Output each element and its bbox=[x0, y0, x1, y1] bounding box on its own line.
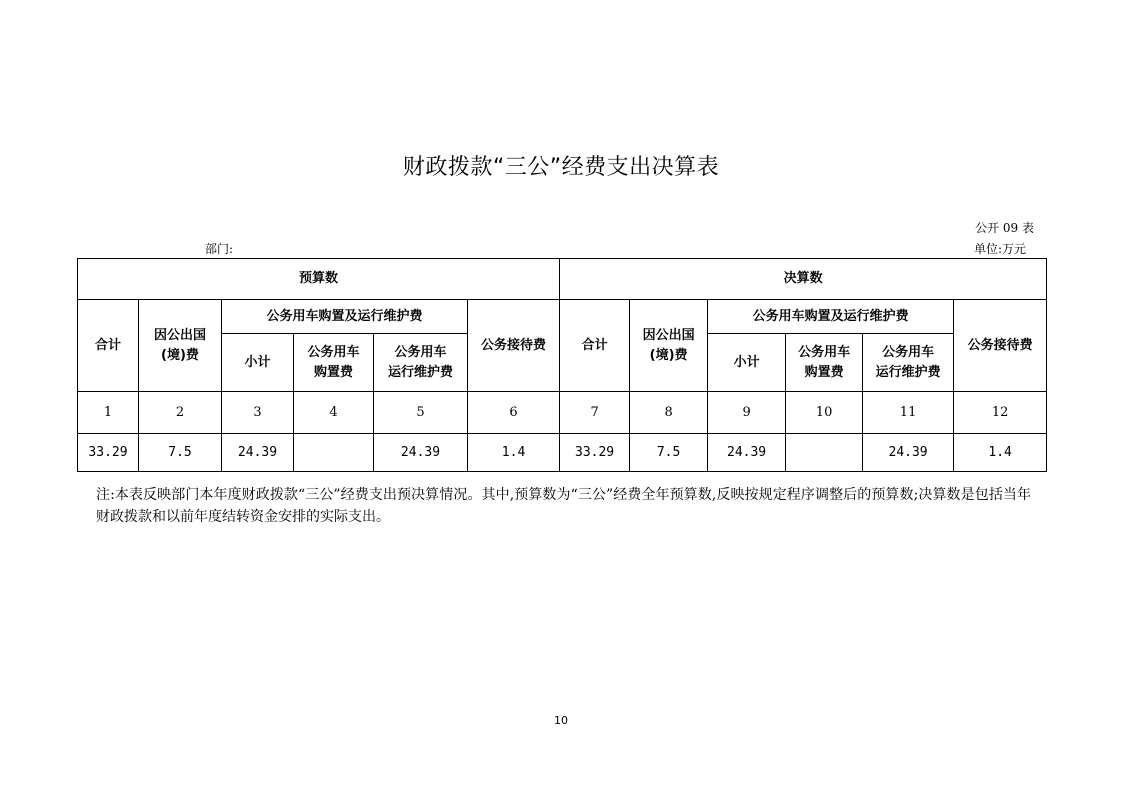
value-cell bbox=[786, 434, 863, 472]
column-number-cell: 3 bbox=[222, 392, 294, 434]
value-row bbox=[78, 434, 1047, 472]
form-code: 公开 09 表 bbox=[975, 221, 1034, 235]
value-cell bbox=[294, 434, 374, 472]
value-cell: 24.39 bbox=[708, 434, 786, 472]
column-number-cell: 5 bbox=[374, 392, 468, 434]
value-cell: 33.29 bbox=[78, 434, 139, 472]
footnote: 注:本表反映部门本年度财政拨款“三公”经费支出预决算情况。其中,预算数为“三公”经费全年预算数,反映按规定程序调整后的预算数;决算数是包括当年财政拨款和以前年度结转资金安排的实际支出。 bbox=[96, 487, 1031, 525]
final-group-header: 决算数 bbox=[560, 259, 1047, 300]
budget-total-header: 合计 bbox=[78, 300, 139, 392]
budget-group-header: 预算数 bbox=[78, 259, 560, 300]
final-reception-header: 公务接待费 bbox=[954, 300, 1047, 392]
final-vehicle-operation-header bbox=[863, 334, 954, 392]
value-cell: 24.39 bbox=[863, 434, 954, 472]
budget-vehicle-operation-line2: 运行维护费 bbox=[387, 364, 453, 380]
final-vehicle-purchase-line1: 公务用车 bbox=[798, 344, 851, 360]
page-number: 10 bbox=[554, 714, 568, 727]
budget-vehicle-operation-header bbox=[374, 334, 468, 392]
value-cell: 33.29 bbox=[560, 434, 630, 472]
budget-abroad-header-line1: 因公出国 bbox=[153, 327, 206, 343]
column-number-cell: 4 bbox=[294, 392, 374, 434]
column-number-cell: 2 bbox=[139, 392, 222, 434]
column-number-cell: 9 bbox=[708, 392, 786, 434]
final-abroad-header-line1: 因公出国 bbox=[642, 327, 695, 343]
final-vehicle-operation-line2: 运行维护费 bbox=[875, 364, 941, 380]
final-vehicle-purchase-line2: 购置费 bbox=[804, 364, 844, 380]
budget-subtotal-header: 小计 bbox=[222, 334, 294, 392]
value-cell: 1.4 bbox=[468, 434, 560, 472]
final-abroad-header bbox=[630, 300, 708, 392]
budget-vehicle-operation-line1: 公务用车 bbox=[394, 344, 447, 360]
final-vehicle-operation-line1: 公务用车 bbox=[882, 344, 935, 360]
final-vehicle-purchase-header bbox=[786, 334, 863, 392]
value-cell: 24.39 bbox=[374, 434, 468, 472]
budget-vehicle-purchase-line2: 购置费 bbox=[313, 364, 353, 380]
column-number-cell: 1 bbox=[78, 392, 139, 434]
column-number-cell: 7 bbox=[560, 392, 630, 434]
column-number-cell: 11 bbox=[863, 392, 954, 434]
budget-abroad-header-line2: (境)费 bbox=[161, 347, 199, 363]
final-vehicle-group-header: 公务用车购置及运行维护费 bbox=[708, 300, 954, 334]
value-cell: 7.5 bbox=[630, 434, 708, 472]
value-cell: 1.4 bbox=[954, 434, 1047, 472]
column-number-cell: 6 bbox=[468, 392, 560, 434]
budget-vehicle-group-header: 公务用车购置及运行维护费 bbox=[222, 300, 468, 334]
column-number-cell: 12 bbox=[954, 392, 1047, 434]
unit-label: 单位:万元 bbox=[973, 242, 1026, 256]
budget-vehicle-purchase-line1: 公务用车 bbox=[307, 344, 360, 360]
department-label: 部门: bbox=[205, 242, 234, 256]
page-title: 财政拨款“三公”经费支出决算表 bbox=[402, 155, 720, 180]
budget-vehicle-purchase-header bbox=[294, 334, 374, 392]
three-public-expenses-table bbox=[77, 258, 1047, 472]
budget-abroad-header bbox=[139, 300, 222, 392]
value-cell: 7.5 bbox=[139, 434, 222, 472]
final-total-header: 合计 bbox=[560, 300, 630, 392]
column-number-cell: 10 bbox=[786, 392, 863, 434]
column-number-cell: 8 bbox=[630, 392, 708, 434]
budget-reception-header: 公务接待费 bbox=[468, 300, 560, 392]
final-abroad-header-line2: (境)费 bbox=[649, 347, 688, 363]
value-cell: 24.39 bbox=[222, 434, 294, 472]
final-subtotal-header: 小计 bbox=[708, 334, 786, 392]
column-number-row bbox=[78, 392, 1047, 434]
